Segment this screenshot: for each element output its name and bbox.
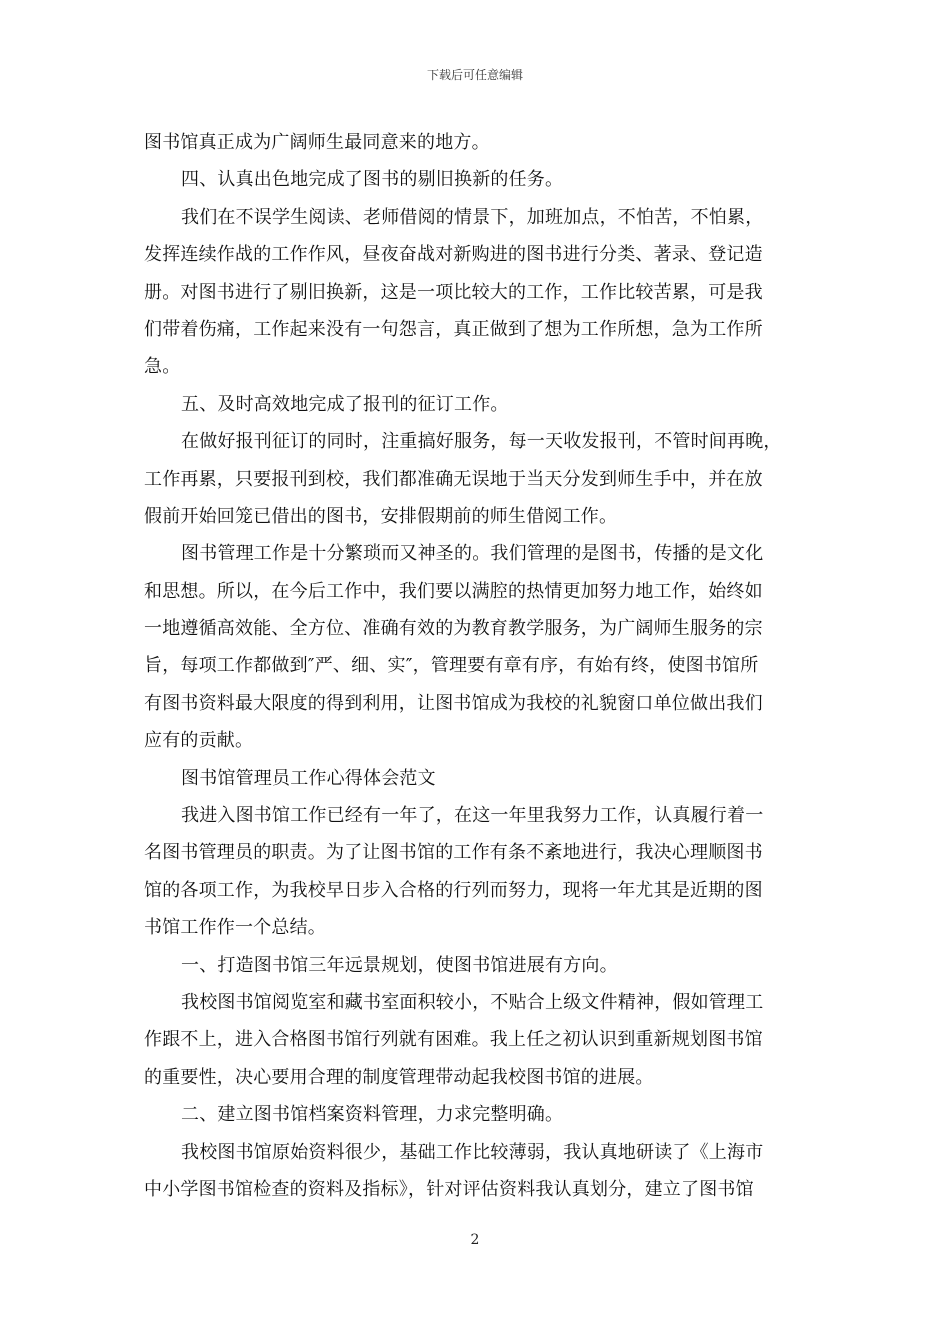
text-line: 图书馆管理员工作心得体会范文 [181,767,436,789]
text-line: 馆的各项工作，为我校早日步入合格的行列而努力，现将一年尤其是近期的图 [144,879,763,901]
text-line: 五、及时高效地完成了报刊的征订工作。 [181,393,509,415]
text-line: 四、认真出色地完成了图书的剔旧换新的任务。 [181,169,564,191]
text-line: 我进入图书馆工作已经有一年了，在这一年里我努力工作，认真履行着一 [181,805,764,827]
text-line: 一、打造图书馆三年远景规划，使图书馆进展有方向。 [181,954,618,976]
text-line: 作跟不上，进入合格图书馆行列就有困难。我上任之初认识到重新规划图书馆 [144,1029,763,1051]
text-line: 急。 [144,356,181,378]
text-line: 二、建立图书馆档案资料管理，力求完整明确。 [181,1104,564,1126]
document-body [144,124,806,1208]
text-line: 我校图书馆阅览室和藏书室面积较小，不贴合上级文件精神，假如管理工 [181,991,764,1013]
text-line: 中小学图书馆检查的资料及指标》，针对评估资料我认真划分，建立了图书馆 [144,1178,754,1200]
text-line: 一地遵循高效能、全方位、准确有效的为教育教学服务，为广阔师生服务的宗 [144,618,763,640]
text-line: 的重要性，决心要用合理的制度管理带动起我校图书馆的进展。 [144,1066,654,1088]
page-header: 下载后可任意编辑 [426,68,523,82]
text-line: 图书管理工作是十分繁琐而又神圣的。我们管理的是图书，传播的是文化 [181,543,764,565]
text-line: 们带着伤痛，工作起来没有一句怨言，真正做到了想为工作所想，急为工作所 [144,318,763,340]
text-line: 名图书管理员的职责。为了让图书馆的工作有条不紊地进行，我决心理顺图书 [144,842,763,864]
text-line: 在做好报刊征订的同时，注重搞好服务，每一天收发报刊，不管时间再晚， [181,431,782,453]
text-line: 应有的贡献。 [144,730,254,752]
text-line: 图书馆真正成为广阔师生最同意来的地方。 [144,132,490,153]
text-line: 我们在不误学生阅读、老师借阅的情景下，加班加点，不怕苦，不怕累， [181,206,764,228]
text-line: 发挥连续作战的工作作风，昼夜奋战对新购进的图书进行分类、著录、登记造 [144,244,763,266]
page-number: 2 [470,1232,480,1248]
text-line: 有图书资料最大限度的得到利用，让图书馆成为我校的礼貌窗口单位做出我们 [144,692,763,714]
text-line: 工作再累，只要报刊到校，我们都准确无误地于当天分发到师生手中，并在放 [144,468,763,490]
text-line: 旨，每项工作都做到″严、细、实″，管理要有章有序，有始有终，使图书馆所 [144,655,759,677]
text-line: 和思想。所以，在今后工作中，我们要以满腔的热情更加努力地工作，始终如 [144,580,763,602]
text-line: 假前开始回笼已借出的图书，安排假期前的师生借阅工作。 [144,505,618,527]
text-line: 册。对图书进行了剔旧换新，这是一项比较大的工作，工作比较苦累，可是我 [144,281,763,303]
text-line: 我校图书馆原始资料很少，基础工作比较薄弱，我认真地研读了《上海市 [181,1141,764,1163]
text-line: 书馆工作作一个总结。 [144,917,326,939]
